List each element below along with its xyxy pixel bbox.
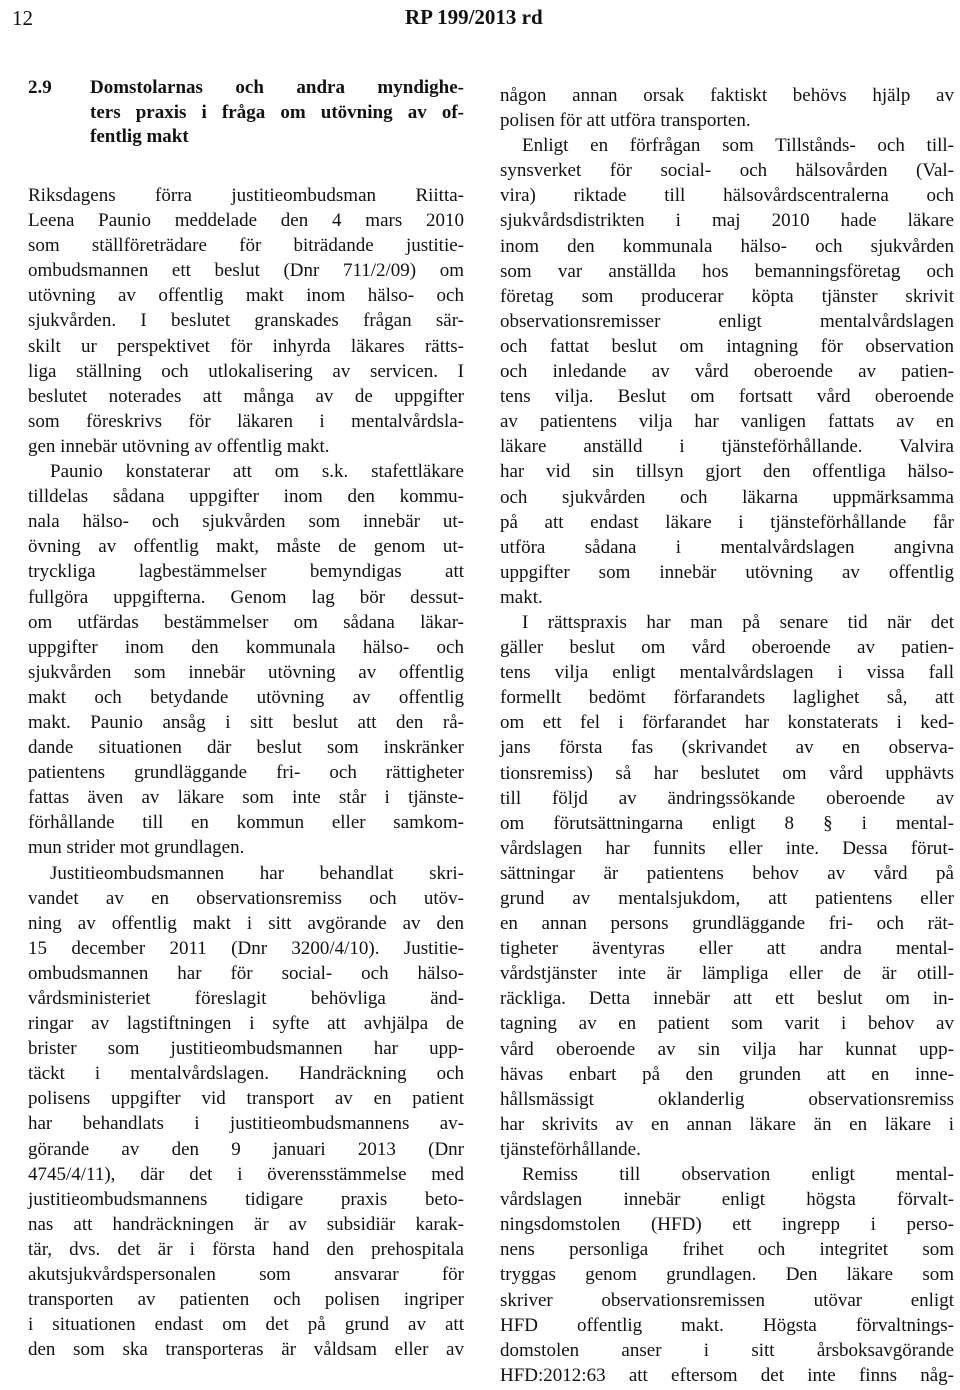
text-line: HFD:2012:63 att eftersom det inte finns någ-: [500, 1364, 954, 1386]
text-line: om utfärdas bestämmelser om sådana läkar-: [28, 611, 464, 633]
text-line: beslutet noterades att många av de uppgifter: [28, 385, 464, 407]
text-line: utföra sådana i mentalvårdslagen angivna: [500, 536, 954, 558]
text-line: sättningar är patientens behov av vård på: [500, 862, 954, 884]
text-line: Leena Paunio meddelade den 4 mars 2010: [28, 210, 464, 232]
text-line: inom den kommunala hälso- och sjukvården: [500, 235, 954, 257]
text-line: jans första fas (skrivandet av en observa-: [500, 737, 954, 759]
text-line: gen innebär utövning av offentlig makt.: [28, 435, 330, 457]
page-number: 12: [12, 6, 33, 30]
text-line: uppgifter inom den kommunala hälso- och: [28, 636, 464, 658]
text-line: gäller beslut om vård oberoende av patien-: [500, 637, 954, 659]
text-line: hållsmässigt oklanderlig observationsremiss: [500, 1088, 954, 1110]
section-number: 2.9: [28, 77, 52, 98]
text-line: tjänsteförhållande.: [500, 1138, 641, 1160]
text-line: brister som justitieombudsmannen har upp-: [28, 1038, 464, 1060]
text-line: vandet av en observationsremiss och utöv-: [28, 887, 464, 909]
text-line: utövning av offentlig makt inom hälso- och: [28, 285, 464, 307]
text-line: sjukvårdsdistrikten i maj 2010 hade läkare: [500, 210, 954, 232]
text-line: skriver observationsremissen utövar enligt: [500, 1289, 954, 1311]
text-line: på att endast läkare i tjänsteförhållande får: [500, 511, 954, 533]
text-line: tryckliga lagbestämmelser bemyndigas att: [28, 561, 464, 583]
text-line: fattas även av läkare som inte står i tjänste-: [28, 787, 464, 809]
text-line: transporten av patienten och polisen ingriper: [28, 1289, 464, 1311]
text-line: liga ställning och utlokalisering av servicen. I: [28, 360, 464, 382]
text-line: har skrivits av en annan läkare än en läkare i: [500, 1113, 954, 1135]
text-line: nala hälso- och sjukvården som innebär ut-: [28, 511, 464, 533]
text-line: har behandlats i justitieombudsmannens av-: [28, 1113, 464, 1135]
text-line: sjukvården. I beslutet granskades frågan sär-: [28, 310, 464, 332]
text-line: till följd av ändringssökande oberoende av: [500, 787, 954, 809]
text-line: tens vilja. Beslut om fortsatt vård oberoende: [500, 386, 954, 408]
text-line: 4745/4/11), där det i överensstämmelse med: [28, 1163, 464, 1185]
text-line: den som ska transporteras är våldsam eller av: [28, 1339, 464, 1361]
text-line: I rättspraxis har man på senare tid när det: [522, 611, 954, 633]
text-line: HFD offentlig makt. Högsta förvaltnings-: [500, 1314, 954, 1336]
text-line: Domstolarnas och andra myndighe-: [90, 77, 464, 98]
text-line: läkare anställd i tjänsteförhållande. Valvira: [500, 436, 954, 458]
text-line: 15 december 2011 (Dnr 3200/4/10). Justitie-: [28, 937, 464, 959]
text-line: patientens grundläggande fri- och rättigheter: [28, 762, 464, 784]
document-id: RP 199/2013 rd: [405, 5, 543, 29]
text-line: Enligt en förfrågan som Tillstånds- och till-: [522, 135, 954, 157]
text-line: ombudsmannen ett beslut (Dnr 711/2/09) om: [28, 260, 464, 282]
text-line: tigheter äventyras eller att andra mental-: [500, 938, 954, 960]
text-line: Remiss till observation enligt mental-: [522, 1164, 954, 1186]
text-line: makt. Paunio ansåg i sitt beslut att den rå-: [28, 711, 464, 733]
text-line: sjukvården som innebär utövning av offentlig: [28, 661, 464, 683]
text-line: görande av den 9 januari 2013 (Dnr: [28, 1138, 464, 1160]
section-title: [90, 76, 464, 150]
text-line: tär, dvs. det är i första hand den prehospitala: [28, 1238, 464, 1260]
text-line: som var anställda hos bemanningsföretag och: [500, 260, 954, 282]
text-line: någon annan orsak faktiskt behövs hjälp av: [500, 85, 954, 106]
text-line: nas att handräckningen är av subsidiär karak-: [28, 1213, 464, 1235]
text-line: ningsdomstolen (HFD) ett ingrepp i perso-: [500, 1214, 954, 1236]
text-line: förhållande till en kommun eller samkom-: [28, 812, 464, 834]
text-line: ombudsmannen har för social- och hälso-: [28, 962, 464, 984]
text-line: tens vilja enligt mentalvårdslagen i vissa fall: [500, 662, 954, 684]
text-line: tilldelas sådana uppgifter inom den kommu-: [28, 486, 464, 508]
text-line: en annan persons grundläggande fri- och rät-: [500, 913, 954, 935]
text-line: formellt bedömt förfarandets laglighet så, att: [500, 687, 954, 709]
text-line: vira) riktade till hälsovårdscentralerna och: [500, 185, 954, 207]
text-line: grund av mentalsjukdom, att patientens eller: [500, 888, 954, 909]
text-line: uppgifter som innebär utövning av offentlig: [500, 561, 954, 583]
text-line: skilt ur perspektivet för inhyrda läkares rätts-: [28, 335, 464, 357]
text-line: Riksdagens förra justitieombudsman Riitta-: [28, 185, 464, 206]
text-line: ters praxis i fråga om utövning av of-: [90, 101, 464, 123]
left-column: [28, 183, 464, 1362]
text-line: polisen för att utföra transporten.: [500, 110, 751, 132]
text-line: synsverket för social- och hälsovården (Val-: [500, 160, 954, 182]
text-line: vårdslagen har funnits eller inte. Dessa förut-: [500, 837, 954, 859]
text-line: mun strider mot grundlagen.: [28, 837, 245, 859]
text-line: som föreskrivs för läkaren i mentalvårdsla-: [28, 410, 464, 432]
text-line: fullgöra uppgifterna. Genom lag bör dessut-: [28, 586, 464, 608]
text-line: ringar av lagstiftningen i syfte att avhjälpa de: [28, 1013, 464, 1035]
text-line: har vid sin tillsyn gjort den offentliga hälso-: [500, 461, 954, 483]
text-line: makt och betydande utövning av offentlig: [28, 686, 464, 708]
text-line: domstolen anser i sitt årsboksavgörande: [500, 1339, 954, 1361]
text-line: makt.: [500, 586, 543, 608]
text-line: vårdslagen innebär enligt högsta förvalt-: [500, 1189, 954, 1211]
text-line: tionsremiss) så har beslutet om vård upphävts: [500, 762, 954, 784]
text-line: polisens uppgifter vid transport av en patient: [28, 1088, 464, 1110]
text-line: och fattat beslut om intagning för observation: [500, 335, 954, 357]
text-line: hävas enbart på den grunden att en inne-: [500, 1063, 954, 1085]
text-line: dande situationen där beslut som inskränker: [28, 737, 464, 759]
text-line: och inledande av vård oberoende av patien-: [500, 361, 954, 383]
text-line: Paunio konstaterar att om s.k. stafettläkare: [50, 461, 464, 483]
text-line: företag som producerar köpta tjänster skrivit: [500, 285, 954, 307]
text-line: som ställföreträdare för biträdande justitie-: [28, 235, 464, 257]
text-line: fentlig makt: [90, 126, 189, 147]
text-line: vårdstjänster inte är lämpliga eller de är otill-: [500, 963, 954, 985]
text-line: täckt i mentalvårdslagen. Handräckning och: [28, 1063, 464, 1085]
text-line: nens personliga frihet och integritet som: [500, 1239, 954, 1261]
right-column: [500, 83, 954, 1388]
text-line: om ett fel i förfarandet har konstaterats i ked-: [500, 712, 954, 734]
text-line: om förutsättningarna enligt 8 § i mental-: [500, 812, 954, 834]
text-line: ning av offentlig makt i sitt avgörande av den: [28, 912, 464, 934]
text-line: räckliga. Detta innebär att ett beslut om in-: [500, 988, 954, 1010]
text-line: tagning av en patient som varit i behov av: [500, 1013, 954, 1035]
text-line: och sjukvården och läkarna uppmärksamma: [500, 486, 954, 508]
text-line: akutsjukvårdspersonalen som ansvarar för: [28, 1264, 464, 1286]
text-line: vård oberoende av sin vilja har kunnat upp-: [500, 1038, 954, 1060]
text-line: tryggas genom grundlagen. Den läkare som: [500, 1264, 954, 1286]
text-line: justitieombudsmannens tidigare praxis beto-: [28, 1188, 464, 1210]
text-line: övning av offentlig makt, måste de genom ut-: [28, 536, 464, 558]
text-line: Justitieombudsmannen har behandlat skri-: [50, 862, 464, 884]
text-line: i situationen endast om det på grund av att: [28, 1314, 464, 1336]
text-line: av patientens vilja har vanligen fattats av en: [500, 411, 954, 433]
text-line: observationsremisser enligt mentalvårdslagen: [500, 310, 954, 332]
text-line: vårdsministeriet föreslagit behövliga änd-: [28, 988, 464, 1009]
